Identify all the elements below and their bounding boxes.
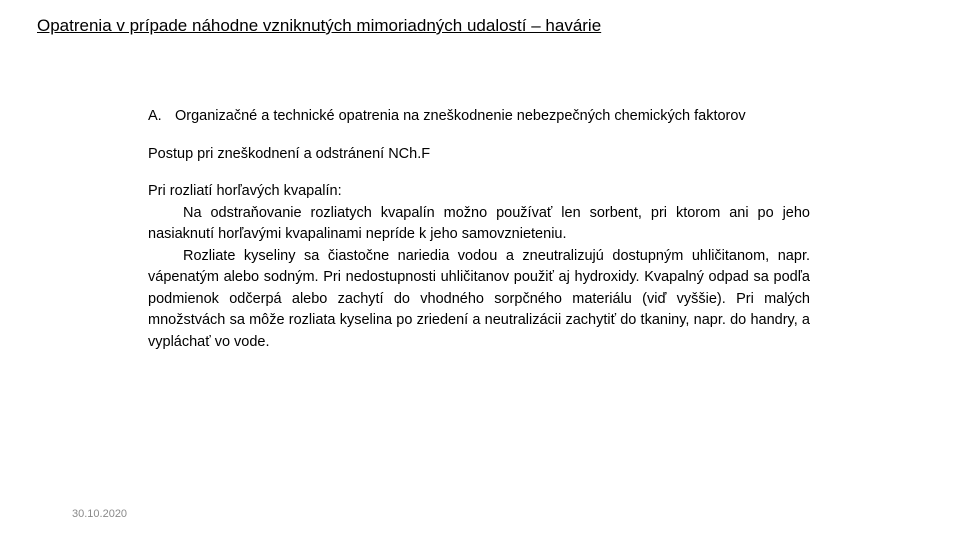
paragraph-sorbent: Na odstraňovanie rozliatych kvapalín možno používať len sorbent, pri ktorom ani po jeho nasiaknutí horľavými kvapalinami nepríde k jeho samovznieteniu. [148,204,810,242]
slide-content [148,106,810,353]
procedure-heading: Postup pri zneškodnení a odstránení NCh.F [148,145,431,162]
list-marker: A. [148,108,162,124]
list-item-a [148,106,810,128]
spills-heading: Pri rozliatí horľavých kvapalín: [148,183,342,199]
paragraph-acids: Rozliate kyseliny sa čiastočne nariedia vodou a zneutralizujú dostupným uhličitanom, napr. vápenatým alebo sodným. Pri nedostupnosti uhličitanov použiť aj hydroxidy. Kvapalný odpad sa podľa podmienok odčerpá alebo zachytí do vhodného sorpčného materiálu (viď vyššie). Pri malých množstvách sa môže rozliata kyselina po zriedení a neutralizácii zachytiť do tkaniny, napr. do handry, a vypláchať vo vode. [148,247,810,350]
slide-title: Opatrenia v prípade náhodne vzniknutých mimoriadných udalostí – havárie [37,16,602,35]
list-item-text: Organizačné a technické opatrenia na zneškodnenie nebezpečných chemických faktorov [175,108,746,124]
footer-date: 30.10.2020 [72,508,128,520]
